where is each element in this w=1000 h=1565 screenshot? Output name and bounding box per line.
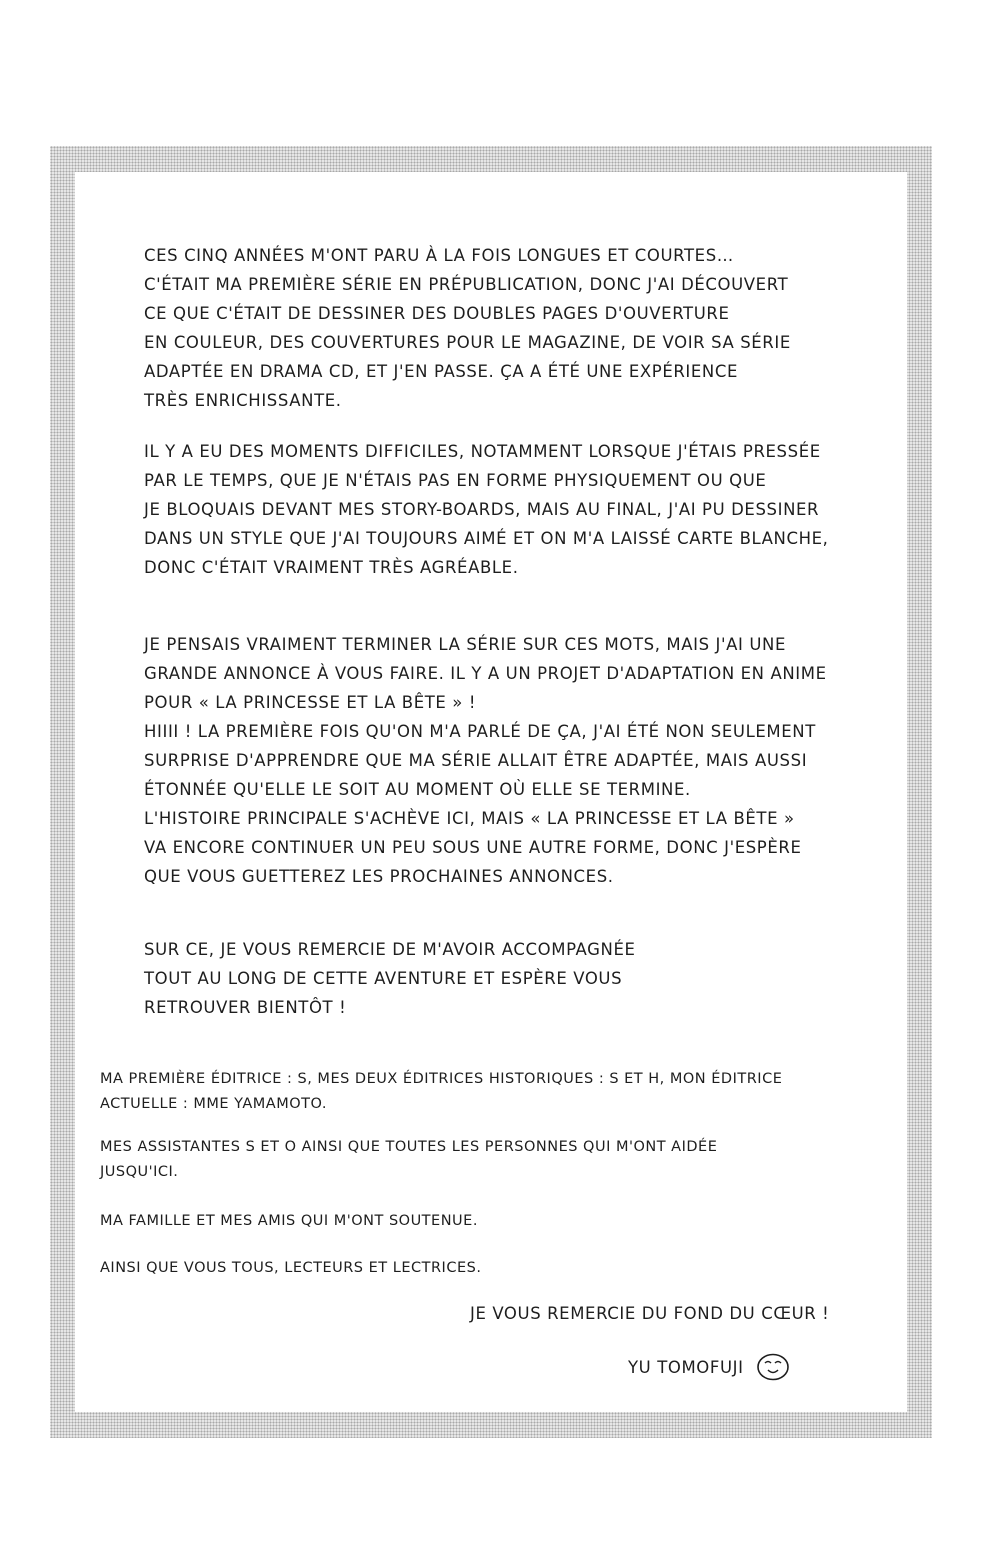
text-line: GRANDE ANNONCE À VOUS FAIRE. IL Y A UN PROJET D'ADAPTATION EN ANIME	[144, 664, 827, 683]
ack-editors-line: MA PREMIÈRE ÉDITRICE : S, MES DEUX ÉDITRICES HISTORIQUES : S ET H, MON ÉDITRICE	[100, 1071, 783, 1087]
text-line: SUR CE, JE VOUS REMERCIE DE M'AVOIR ACCOMPAGNÉE	[144, 940, 636, 959]
thanks-line: JE VOUS REMERCIE DU FOND DU CŒUR !	[470, 1304, 830, 1323]
smiley-face-icon	[756, 1352, 790, 1382]
text-line: L'HISTOIRE PRINCIPALE S'ACHÈVE ICI, MAIS « LA PRINCESSE ET LA BÊTE »	[144, 809, 795, 828]
text-line: PAR LE TEMPS, QUE JE N'ÉTAIS PAS EN FORME PHYSIQUEMENT OU QUE	[144, 471, 767, 490]
text-line: TRÈS ENRICHISSANTE.	[144, 391, 342, 410]
text-line: TOUT AU LONG DE CETTE AVENTURE ET ESPÈRE VOUS	[144, 969, 623, 988]
text-line: HIIII ! LA PREMIÈRE FOIS QU'ON M'A PARLÉ DE ÇA, J'AI ÉTÉ NON SEULEMENT	[144, 722, 816, 741]
ack-readers-line: AINSI QUE VOUS TOUS, LECTEURS ET LECTRICES.	[100, 1260, 482, 1276]
text-line: CE QUE C'ÉTAIT DE DESSINER DES DOUBLES PAGES D'OUVERTURE	[144, 304, 730, 323]
text-line: ÉTONNÉE QU'ELLE LE SOIT AU MOMENT OÙ ELLE SE TERMINE.	[144, 780, 691, 799]
ack-assistants-line: MES ASSISTANTES S ET O AINSI QUE TOUTES LES PERSONNES QUI M'ONT AIDÉE	[100, 1139, 718, 1155]
text-line: EN COULEUR, DES COUVERTURES POUR LE MAGAZINE, DE VOIR SA SÉRIE	[144, 333, 791, 352]
signature	[628, 1352, 790, 1382]
author-name: YU TOMOFUJI	[628, 1357, 744, 1377]
text-line: SURPRISE D'APPRENDRE QUE MA SÉRIE ALLAIT ÊTRE ADAPTÉE, MAIS AUSSI	[144, 751, 808, 770]
ack-family-line: MA FAMILLE ET MES AMIS QUI M'ONT SOUTENUE.	[100, 1213, 478, 1229]
text-line: CES CINQ ANNÉES M'ONT PARU À LA FOIS LONGUES ET COURTES…	[144, 246, 734, 265]
text-line: QUE VOUS GUETTEREZ LES PROCHAINES ANNONCES.	[144, 867, 614, 886]
text-line: DANS UN STYLE QUE J'AI TOUJOURS AIMÉ ET ON M'A LAISSÉ CARTE BLANCHE,	[144, 529, 829, 548]
ack-assistants-line: JUSQU'ICI.	[100, 1164, 179, 1180]
text-line: JE PENSAIS VRAIMENT TERMINER LA SÉRIE SUR CES MOTS, MAIS J'AI UNE	[144, 635, 786, 654]
text-line: JE BLOQUAIS DEVANT MES STORY-BOARDS, MAIS AU FINAL, J'AI PU DESSINER	[144, 500, 820, 519]
text-line: DONC C'ÉTAIT VRAIMENT TRÈS AGRÉABLE.	[144, 558, 519, 577]
text-line: IL Y A EU DES MOMENTS DIFFICILES, NOTAMMENT LORSQUE J'ÉTAIS PRESSÉE	[144, 442, 821, 461]
text-line: C'ÉTAIT MA PREMIÈRE SÉRIE EN PRÉPUBLICATION, DONC J'AI DÉCOUVERT	[144, 275, 789, 294]
text-line: ADAPTÉE EN DRAMA CD, ET J'EN PASSE. ÇA A ÉTÉ UNE EXPÉRIENCE	[144, 362, 739, 381]
ack-editors-line: ACTUELLE : MME YAMAMOTO.	[100, 1096, 327, 1112]
text-line: RETROUVER BIENTÔT !	[144, 998, 347, 1017]
text-line: VA ENCORE CONTINUER UN PEU SOUS UNE AUTRE FORME, DONC J'ESPÈRE	[144, 838, 802, 857]
text-line: POUR « LA PRINCESSE ET LA BÊTE » !	[144, 693, 477, 712]
